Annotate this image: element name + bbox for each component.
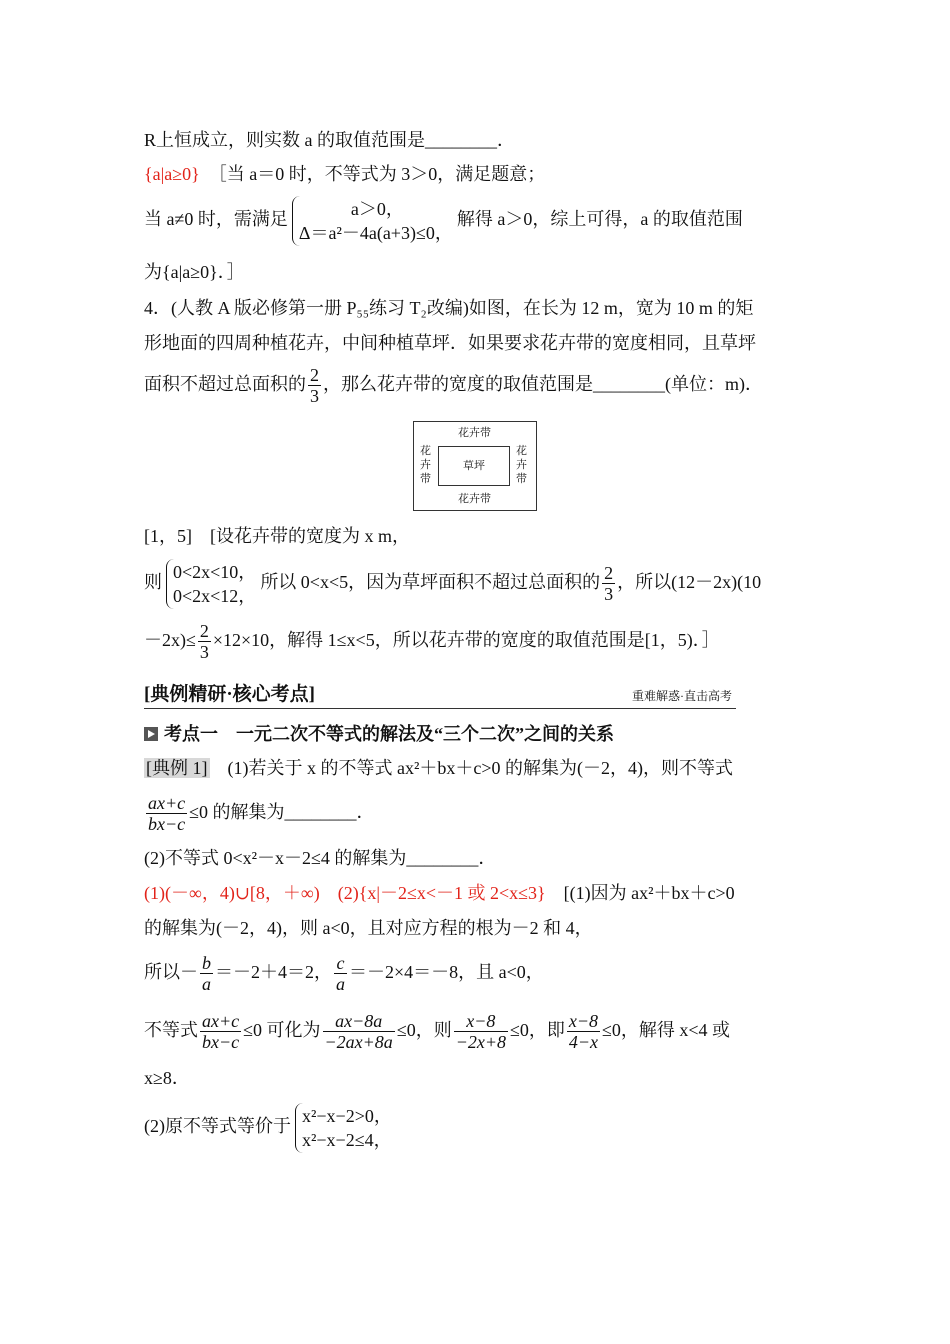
example-tag: [典例 1] bbox=[146, 758, 208, 778]
sol4-pre: 则 bbox=[144, 572, 162, 592]
ex1-l7-f3-den: −2x+8 bbox=[455, 1032, 506, 1053]
ex1-l6-frac1 bbox=[200, 953, 213, 994]
ex1-l7-b: ≤0，则 bbox=[396, 1020, 452, 1040]
sol4-post: ，所以(12－2x)(10 bbox=[617, 572, 762, 592]
sol4-frac1-den: 3 bbox=[604, 584, 614, 605]
ex1-l7-pre: 不等式 bbox=[144, 1020, 198, 1040]
fig-top-label: 花卉带 bbox=[458, 427, 491, 439]
topic-title: 考点一 一元二次不等式的解法及“三个二次”之间的关系 bbox=[164, 724, 614, 744]
ex1-l7-frac1 bbox=[200, 1011, 241, 1052]
ex1-line2 bbox=[144, 790, 375, 834]
q3-answer: {a|a≥0} bbox=[144, 164, 200, 184]
ex1-l7-c: ≤0，即 bbox=[510, 1020, 565, 1040]
q4-line3 bbox=[144, 364, 763, 406]
ex1-q1: (1)若关于 x 的不等式 ax²＋bx＋c>0 的解集为(－2，4)，则不等式 bbox=[227, 758, 734, 778]
ex1-solution-start: [(1)因为 ax²＋bx＋c>0 bbox=[545, 883, 735, 903]
ex1-l6-post: ＝－2×4＝－8，且 a<0， bbox=[349, 962, 544, 982]
fig-lawn: 草坪 bbox=[438, 446, 510, 486]
ex1-l9-pre: (2)原不等式等价于 bbox=[144, 1116, 291, 1136]
sol4-l3-pre: －2x)≤ bbox=[144, 630, 196, 650]
ex1-frac bbox=[146, 793, 187, 834]
sol4-line3 bbox=[144, 620, 720, 662]
q4-frac-den: 3 bbox=[310, 386, 319, 407]
ex1-l7-frac3 bbox=[454, 1011, 508, 1052]
ex1-l7-f1-den: bx−c bbox=[202, 1032, 240, 1053]
q4-frac-num: 2 bbox=[310, 365, 319, 386]
ex1-line8: x≥8． bbox=[144, 1068, 190, 1088]
ex1-line2-post: ≤0 的解集为________． bbox=[189, 802, 375, 822]
ex1-line9 bbox=[144, 1100, 396, 1153]
q3-cond-a: a＞0， bbox=[350, 199, 404, 219]
ex1-l9-c2: x²−x−2≤4， bbox=[302, 1129, 392, 1150]
section-header bbox=[144, 684, 736, 709]
ex1-l6-f1-num: b bbox=[202, 953, 211, 974]
sol4-system-brace bbox=[166, 559, 256, 609]
q3-line4: 为{a|a≥0}．］ bbox=[144, 262, 245, 282]
ex1-l7-f3-num: x−8 bbox=[454, 1011, 508, 1032]
ex1-l9-c1: x²−x−2>0， bbox=[302, 1105, 392, 1126]
sol4-frac1 bbox=[602, 563, 615, 604]
ex1-l7-f4-num: x−8 bbox=[568, 1011, 599, 1032]
ex1-system-brace bbox=[295, 1103, 392, 1153]
play-triangle-icon bbox=[144, 727, 158, 741]
ex1-l7-f2-den: −2ax+8a bbox=[324, 1032, 393, 1053]
ex1-l7-f2-num: ax−8a bbox=[323, 1011, 395, 1032]
q4-line3-pre: 面积不超过总面积的 bbox=[144, 374, 306, 394]
ex1-l6-frac2 bbox=[334, 953, 347, 994]
q3-solution-start: ［当 a＝0 时，不等式为 3＞0，满足题意； bbox=[217, 164, 546, 184]
ex1-line3: (2)不等式 0<x²－x－2≤4 的解集为________． bbox=[144, 848, 497, 868]
q4-line2: 形地面的四周种植花卉，中间种植草坪．如果要求花卉带的宽度相同，且草坪 bbox=[144, 333, 756, 353]
ex1-answer-line bbox=[144, 881, 735, 905]
ex1-frac-den: bx−c bbox=[148, 814, 186, 835]
section-title: [典例精研·核心考点] bbox=[144, 684, 315, 705]
ex1-l6-pre: 所以－ bbox=[144, 962, 198, 982]
ex1-line5: 的解集为(－2，4)，则 a<0，且对应方程的根为－2 和 4， bbox=[144, 918, 593, 938]
ex1-l6-f2-den: a bbox=[336, 974, 345, 995]
q3-cond-b: Δ＝a²－4a(a+3)≤0， bbox=[298, 223, 453, 243]
ex1-l7-post: ≤0，解得 x<4 或 bbox=[602, 1020, 731, 1040]
section-subtitle: 重难解惑·直击高考 bbox=[632, 689, 732, 703]
ex1-line1 bbox=[144, 756, 733, 780]
q3-answer-line bbox=[144, 162, 545, 186]
sol4-frac2-den: 3 bbox=[199, 642, 209, 663]
ex1-l6-mid: ＝－2＋4＝2， bbox=[215, 962, 332, 982]
q3-system-brace bbox=[292, 196, 453, 246]
sol4-frac2-num: 2 bbox=[199, 621, 209, 642]
q4-line1: 4．(人教 A 版必修第一册 P₅₅练习 T₂改编)如图，在长为 12 m，宽为 10 m 的矩 bbox=[144, 298, 754, 318]
ex1-frac-num: ax+c bbox=[148, 793, 186, 814]
ex1-l7-frac2 bbox=[323, 1011, 395, 1052]
sol4-line1: [1，5] [设花卉带的宽度为 x m， bbox=[144, 526, 410, 546]
sol4-c2: 0<2x<12， bbox=[173, 585, 257, 606]
sol4-frac1-num: 2 bbox=[604, 563, 614, 584]
fig-right-label: 花卉带 bbox=[516, 445, 527, 485]
ex1-line6 bbox=[144, 950, 544, 994]
q3-cond-pre: 当 a≠0 时，需满足 bbox=[144, 209, 288, 230]
ex1-l6-f2-num: c bbox=[334, 953, 347, 974]
garden-figure bbox=[413, 421, 537, 511]
ex1-l7-f1-num: ax+c bbox=[202, 1011, 240, 1032]
ex1-l7-a: ≤0 可化为 bbox=[243, 1020, 321, 1040]
topic-line bbox=[144, 722, 614, 746]
ex1-l7-frac4 bbox=[567, 1011, 600, 1052]
ex1-l7-f4-den: 4−x bbox=[568, 1032, 599, 1053]
q3-cond-post: 解得 a＞0，综上可得，a 的取值范围 bbox=[456, 209, 743, 230]
sol4-c1: 0<2x<10， bbox=[173, 561, 257, 582]
ex1-l6-f1-den: a bbox=[202, 974, 211, 995]
ex1-answer: (1)(－∞，4)∪[8，＋∞) (2){x|－2≤x<－1 或 2<x≤3} bbox=[144, 883, 546, 903]
fig-bottom-label: 花卉带 bbox=[458, 493, 491, 505]
q4-line3-post: ，那么花卉带的宽度的取值范围是________(单位：m)． bbox=[323, 374, 763, 394]
q4-fraction bbox=[308, 365, 321, 406]
sol4-line2 bbox=[144, 558, 761, 609]
q3-line1: R上恒成立，则实数 a 的取值范围是________． bbox=[144, 130, 515, 150]
fig-left-label: 花卉带 bbox=[420, 445, 431, 485]
sol4-mid: 所以 0<x<5，因为草坪面积不超过总面积的 bbox=[260, 572, 601, 592]
sol4-l3-post: ×12×10，解得 1≤x<5，所以花卉带的宽度的取值范围是[1，5)．］ bbox=[212, 630, 720, 650]
ex1-line7 bbox=[144, 1008, 730, 1052]
sol4-frac2 bbox=[198, 621, 211, 662]
q3-condition-line bbox=[144, 196, 743, 246]
